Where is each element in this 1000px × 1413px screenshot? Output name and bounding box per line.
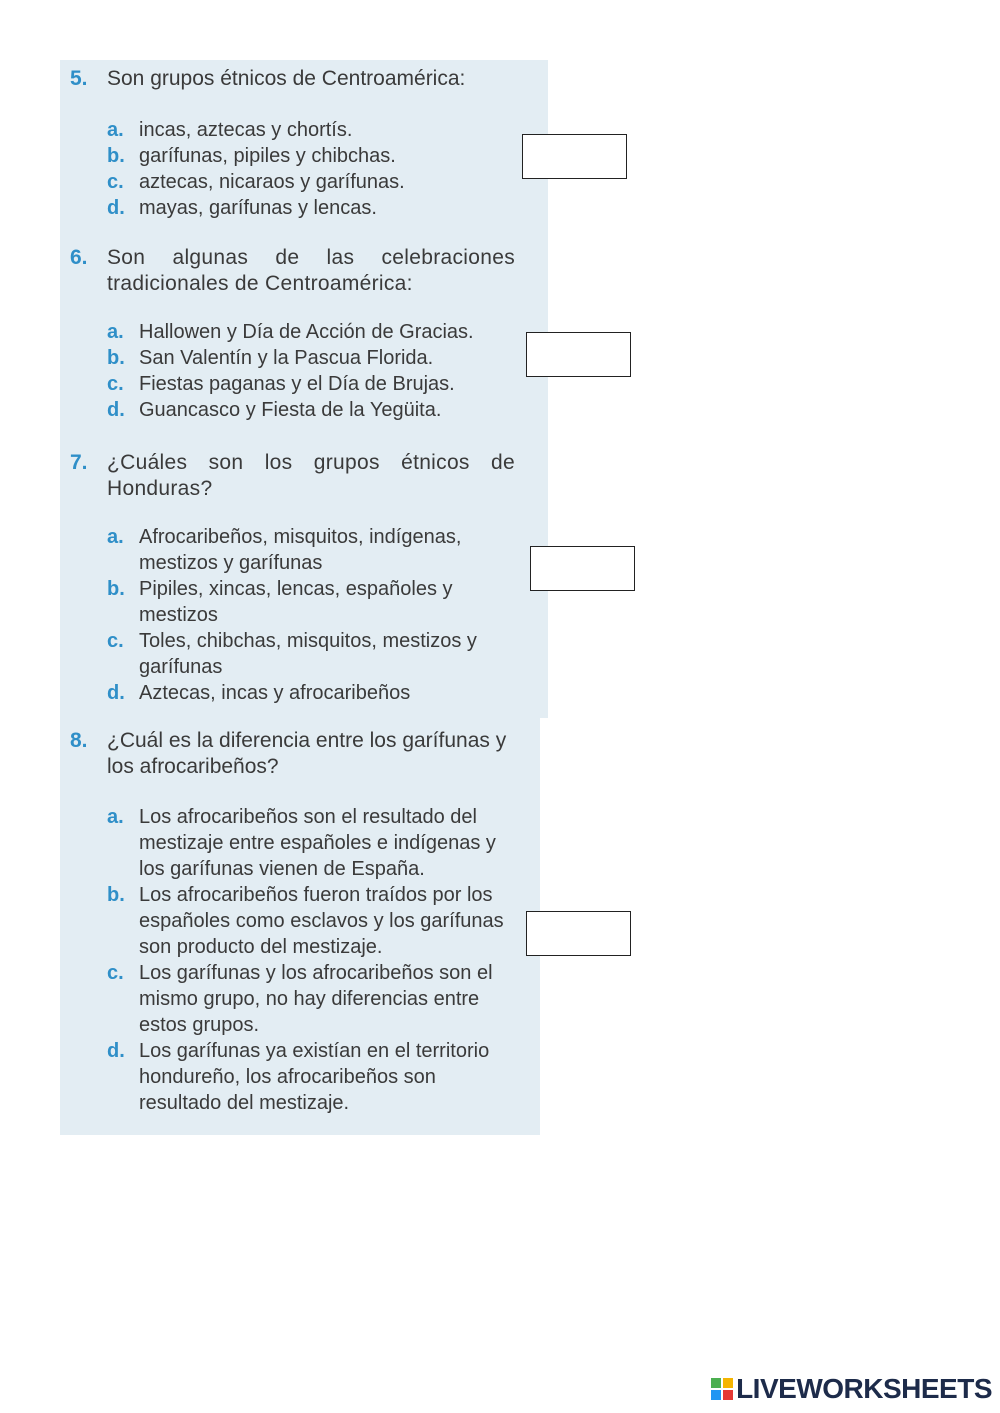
options-list xyxy=(70,319,515,423)
option-a xyxy=(107,524,515,576)
option-a xyxy=(107,804,515,882)
option-b xyxy=(107,576,515,628)
option-letter: d. xyxy=(107,682,125,704)
question-8 xyxy=(70,728,515,1116)
liveworksheets-logo-icon xyxy=(711,1378,733,1400)
option-b xyxy=(107,143,515,169)
option-text: Toles, chibchas, misquitos, mestizos y garífunas xyxy=(139,630,477,678)
question-number: 5. xyxy=(70,67,88,90)
option-letter: d. xyxy=(107,399,125,421)
option-letter: c. xyxy=(107,962,124,984)
option-letter: c. xyxy=(107,373,124,395)
option-text: Hallowen y Día de Acción de Gracias. xyxy=(139,321,474,343)
question-number: 6. xyxy=(70,246,88,269)
question-number: 7. xyxy=(70,451,88,474)
options-list xyxy=(70,804,515,1116)
liveworksheets-logo xyxy=(711,1373,992,1405)
logo-text: LIVEWORKSHEETS xyxy=(736,1373,992,1404)
question-text: Son algunas de las celebraciones tradicionales de Centroamérica: xyxy=(107,246,515,295)
question-number: 8. xyxy=(70,729,88,752)
answer-box-7[interactable] xyxy=(530,546,635,591)
option-text: Afrocaribeños, misquitos, indígenas, mestizos y garífunas xyxy=(139,526,462,574)
question-text: ¿Cuál es la diferencia entre los garífunas y los afrocaribeños? xyxy=(107,729,507,778)
option-c xyxy=(107,371,515,397)
option-a xyxy=(107,117,515,143)
option-letter: d. xyxy=(107,197,125,219)
question-text: ¿Cuáles son los grupos étnicos de Honduras? xyxy=(107,451,515,500)
option-letter: d. xyxy=(107,1040,125,1062)
question-7 xyxy=(70,450,515,706)
question-text: Son grupos étnicos de Centroamérica: xyxy=(107,67,466,90)
option-d xyxy=(107,680,515,706)
option-letter: a. xyxy=(107,526,124,548)
option-letter: b. xyxy=(107,347,125,369)
option-text: Los afrocaribeños fueron traídos por los españoles como esclavos y los garífunas son producto del mestizaje. xyxy=(139,884,504,958)
option-letter: c. xyxy=(107,630,124,652)
option-c xyxy=(107,960,515,1038)
question-6 xyxy=(70,245,515,423)
option-text: Aztecas, incas y afrocaribeños xyxy=(139,682,411,704)
option-text: Guancasco y Fiesta de la Yegüita. xyxy=(139,399,442,421)
option-letter: b. xyxy=(107,578,125,600)
option-letter: c. xyxy=(107,171,124,193)
answer-box-8[interactable] xyxy=(526,911,631,956)
answer-box-5[interactable] xyxy=(522,134,627,179)
option-letter: b. xyxy=(107,145,125,167)
option-text: San Valentín y la Pascua Florida. xyxy=(139,347,434,369)
option-text: Pipiles, xincas, lencas, españoles y mestizos xyxy=(139,578,453,626)
option-text: Los garífunas ya existían en el territorio hondureño, los afrocaribeños son resultado del mestizaje. xyxy=(139,1040,490,1114)
option-text: Fiestas paganas y el Día de Brujas. xyxy=(139,373,455,395)
option-letter: a. xyxy=(107,119,124,141)
option-text: incas, aztecas y chortís. xyxy=(139,119,353,141)
option-text: Los afrocaribeños son el resultado del mestizaje entre españoles e indígenas y los garífunas vienen de España. xyxy=(139,806,496,880)
option-text: aztecas, nicaraos y garífunas. xyxy=(139,171,405,193)
option-text: garífunas, pipiles y chibchas. xyxy=(139,145,396,167)
option-text: Los garífunas y los afrocaribeños son el mismo grupo, no hay diferencias entre estos grupos. xyxy=(139,962,493,1036)
option-a xyxy=(107,319,515,345)
option-b xyxy=(107,882,515,960)
option-text: mayas, garífunas y lencas. xyxy=(139,197,377,219)
option-letter: a. xyxy=(107,806,124,828)
option-letter: b. xyxy=(107,884,125,906)
options-list xyxy=(70,524,515,706)
option-b xyxy=(107,345,515,371)
option-letter: a. xyxy=(107,321,124,343)
option-c xyxy=(107,628,515,680)
options-list xyxy=(70,117,515,221)
question-5 xyxy=(70,66,515,221)
option-d xyxy=(107,195,515,221)
option-c xyxy=(107,169,515,195)
answer-box-6[interactable] xyxy=(526,332,631,377)
option-d xyxy=(107,1038,515,1116)
option-d xyxy=(107,397,515,423)
